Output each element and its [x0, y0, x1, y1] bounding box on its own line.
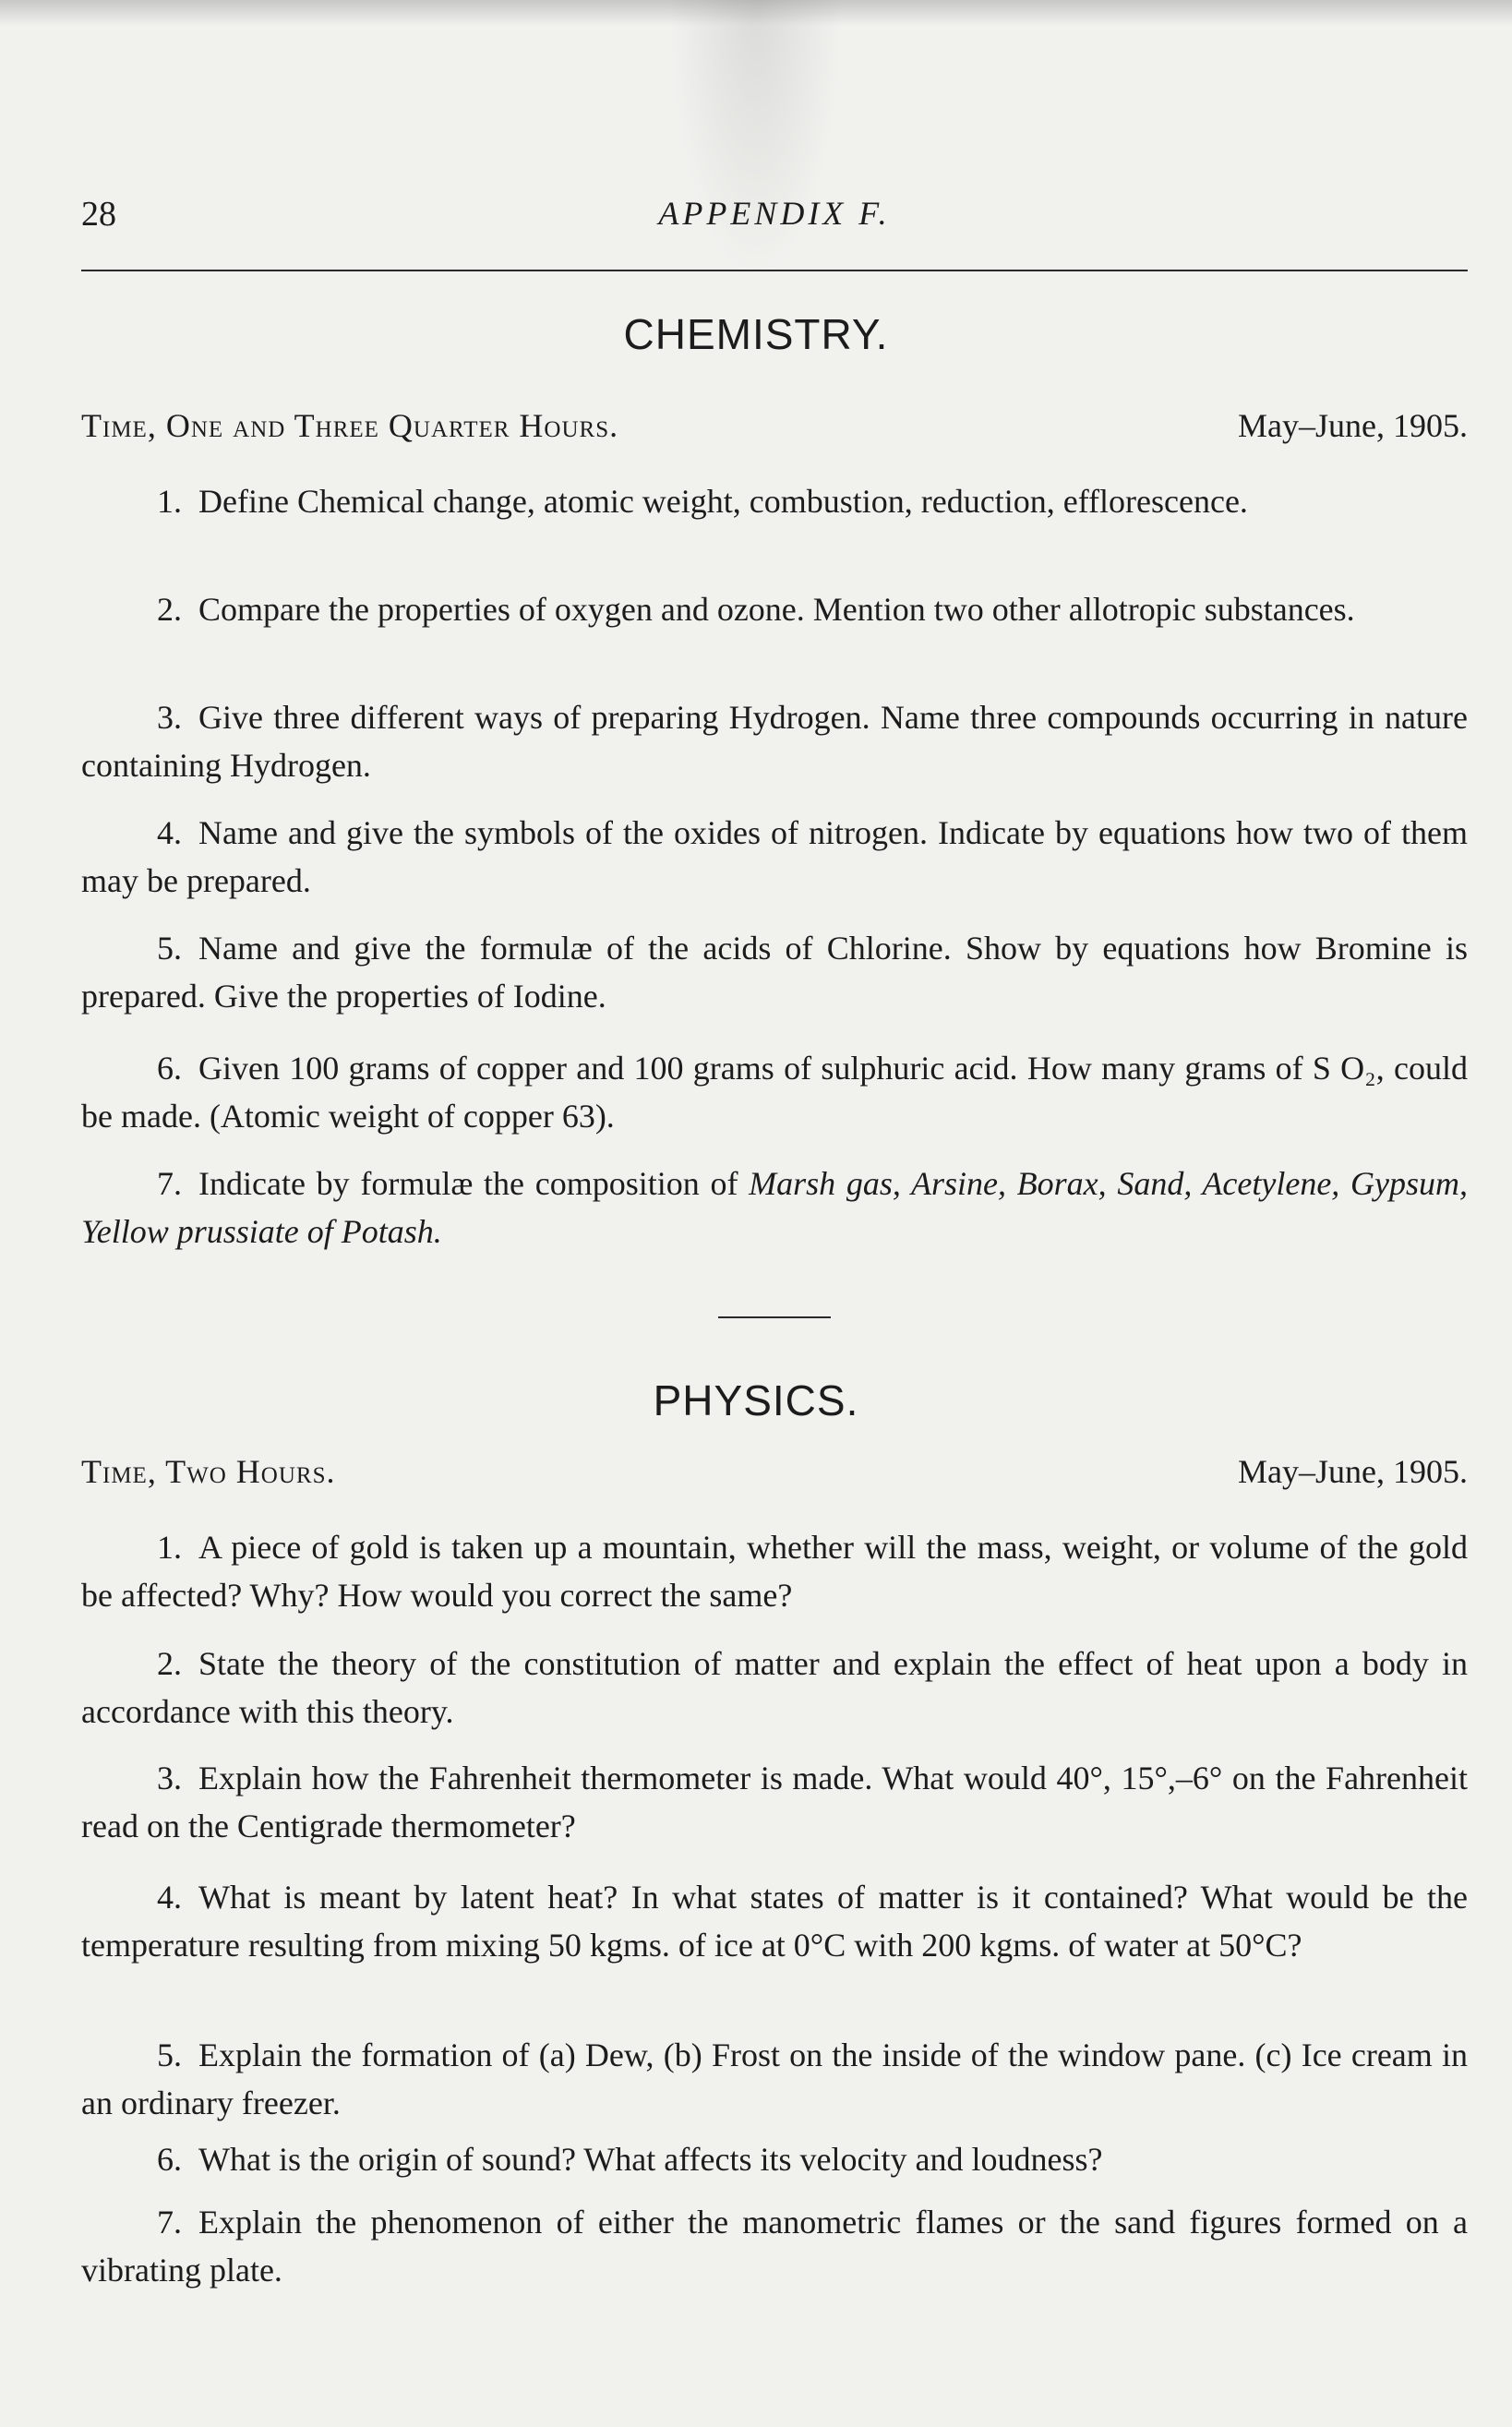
physics-question-1: 1. A piece of gold is taken up a mountain, whether will the mass, weight, or volume of the gold be affected? Why? How would you correct the same? [81, 1529, 1468, 1614]
compound-list: Marsh gas, Arsine, Borax, Sand, Acetylene, Gypsum, Yellow prussiate of Potash. [81, 1165, 1469, 1250]
physics-title: PHYSICS. [653, 1376, 859, 1424]
physics-time: Time, Two Hours. [81, 1453, 336, 1490]
physics-question-2: 2. State the theory of the constitution of matter and explain the effect of heat upon a body in accordance with this theory. [81, 1645, 1468, 1730]
physics-question-6: 6. What is the origin of sound? What affects its velocity and loudness? [157, 2141, 1103, 2178]
physics-question-3: 3. Explain how the Fahrenheit thermometer is made. What would 40°, 15°,–6° on the Fahrenheit read on the Centigrade thermometer? [81, 1760, 1468, 1844]
chemistry-question-1: 1. Define Chemical change, atomic weight, combustion, reduction, efflorescence. [157, 483, 1248, 520]
header-rule [81, 270, 1468, 271]
chemistry-question-2: 2. Compare the properties of oxygen and ozone. Mention two other allotropic substances. [157, 591, 1355, 628]
physics-question-5: 5. Explain the formation of (a) Dew, (b) Frost on the inside of the window pane. (c) Ice cream in an ordinary freezer. [81, 2037, 1468, 2121]
chemistry-question-7: 7. Indicate by formulæ the composition of Marsh gas, Arsine, Borax, Sand, Acetylene, Gypsum, Yellow prussiate of Potash. [81, 1165, 1469, 1250]
running-title: APPENDIX F. [658, 195, 891, 232]
chemistry-question-5: 5. Name and give the formulæ of the acids of Chlorine. Show by equations how Bromine is prepared. Give the properties of Iodine. [81, 930, 1468, 1015]
running-head [81, 194, 1468, 249]
chemistry-question-4: 4. Name and give the symbols of the oxides of nitrogen. Indicate by equations how two of them may be prepared. [81, 814, 1468, 899]
page-number: 28 [81, 195, 116, 234]
chemistry-meta [81, 406, 1468, 452]
chemistry-title: CHEMISTRY. [623, 310, 889, 358]
chemistry-question-6: 6. Given 100 grams of copper and 100 grams of sulphuric acid. How many grams of S O₂, could be made. (Atomic weight of copper 63). [81, 1050, 1468, 1135]
physics-question-7: 7. Explain the phenomenon of either the manometric flames or the sand figures formed on a vibrating plate. [81, 2204, 1468, 2289]
physics-question-4: 4. What is meant by latent heat? In what states of matter is it contained? What would be the temperature resulting from mixing 50 kgms. of ice at 0°C with 200 kgms. of water at 50°C? [81, 1879, 1468, 1964]
chemistry-time: Time, One and Three Quarter Hours. [81, 407, 619, 444]
chemistry-question-3: 3. Give three different ways of preparing Hydrogen. Name three compounds occurring in nature containing Hydrogen. [81, 699, 1468, 784]
section-separator [718, 1316, 831, 1318]
scan-edge-shadow [0, 0, 1512, 26]
chemistry-date: May–June, 1905. [1238, 407, 1468, 444]
physics-meta [81, 1452, 1468, 1498]
physics-date: May–June, 1905. [1238, 1453, 1468, 1490]
